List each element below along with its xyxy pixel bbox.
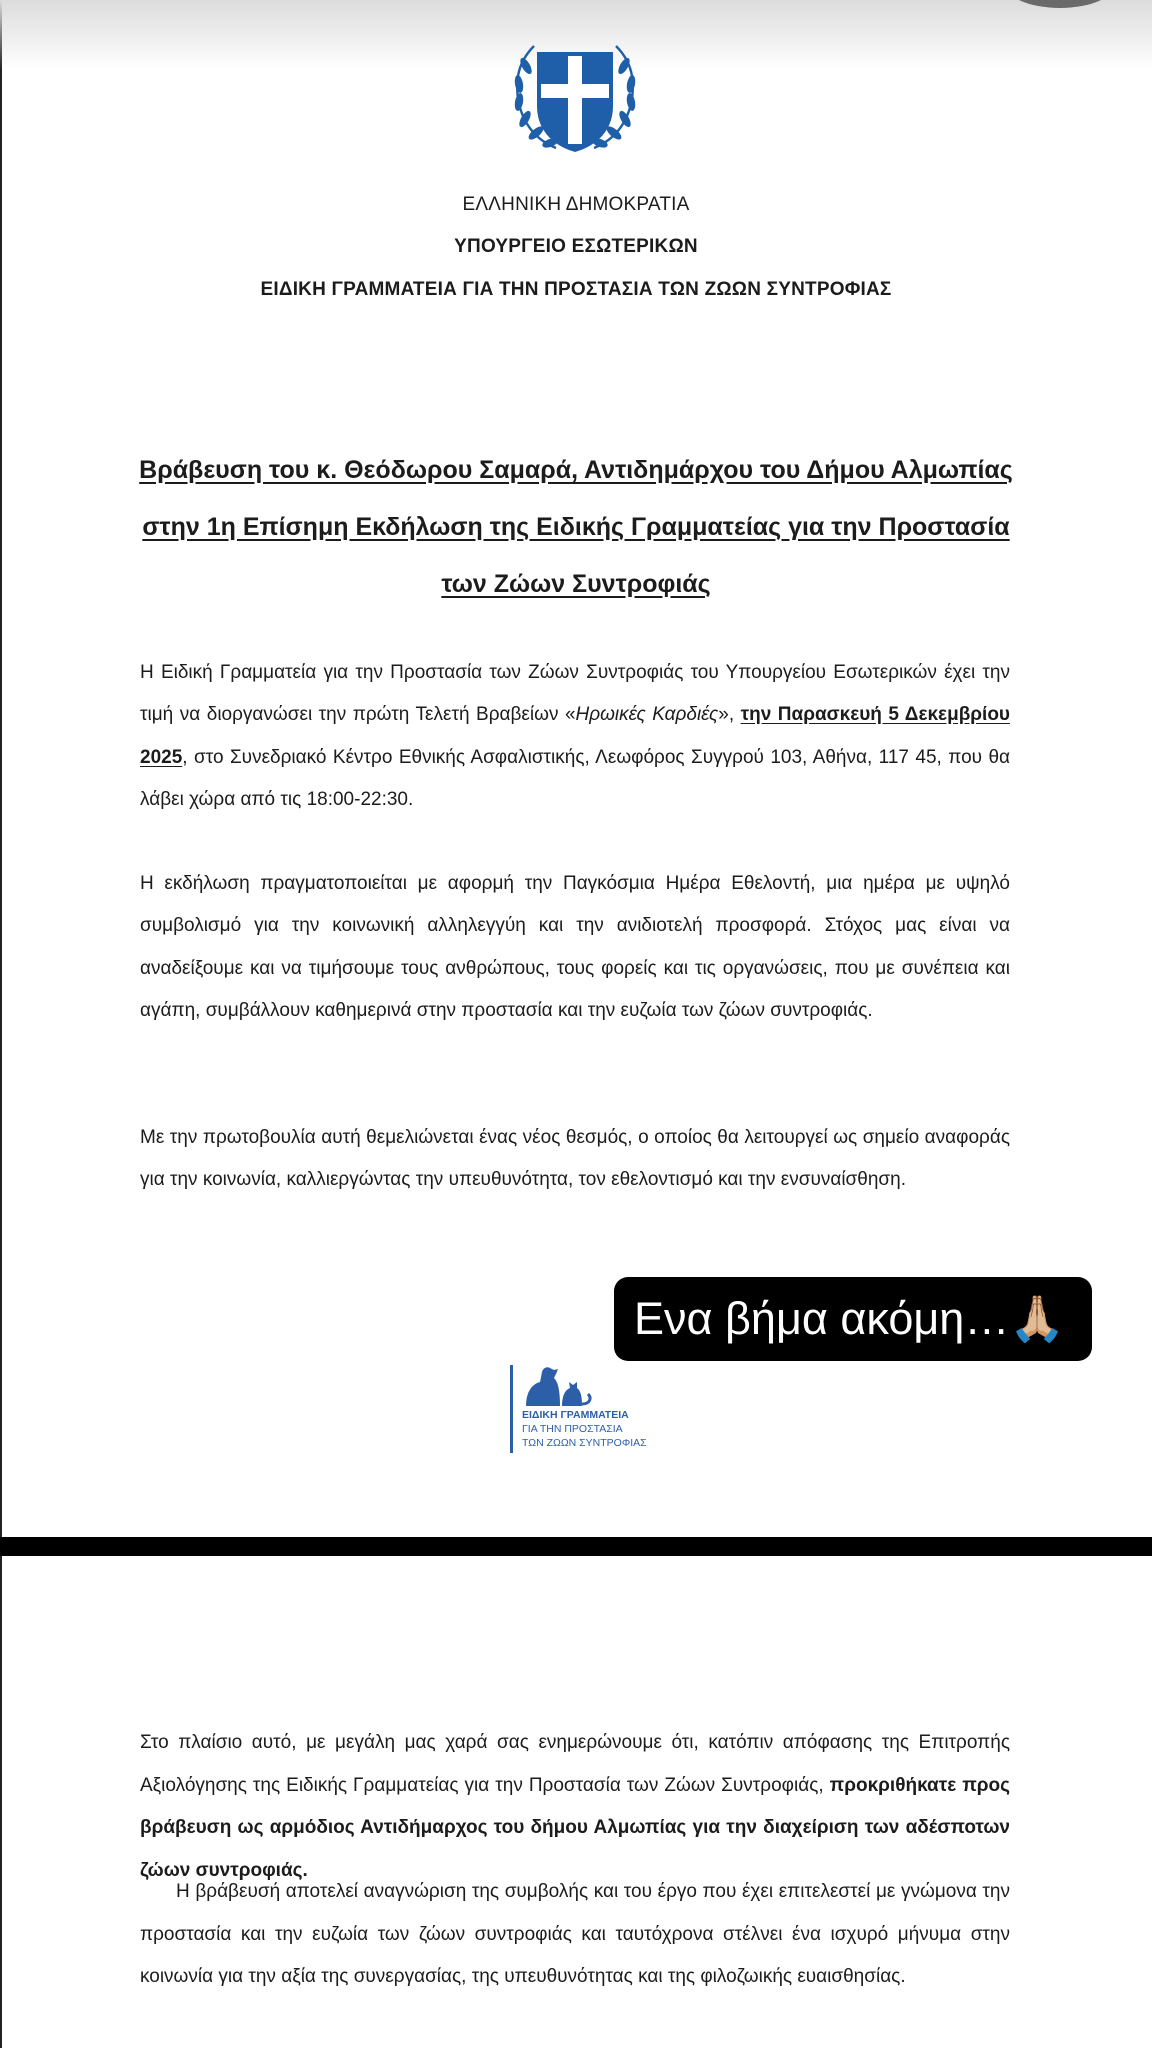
secretariat-logo [510, 1362, 670, 1458]
story-text-sticker: Ενα βήμα ακόμη…🙏🏼 [614, 1277, 1092, 1361]
paragraph-3: Με την πρωτοβουλία αυτή θεμελιώνεται ένας νέος θεσμός, ο οποίος θα λειτουργεί ως σημείο αναφοράς για την κοινωνία, καλλιεργώντας την υπευθυνότητα, τον εθελοντισμό και την ενσυναίσθηση. [140, 1127, 1010, 1191]
logo-line-1: ΕΙΔΙΚΗ ΓΡΑΜΜΑΤΕΙΑ [522, 1409, 629, 1421]
logo-line-2: ΓΙΑ ΤΗΝ ΠΡΟΣΤΑΣΙΑ [522, 1423, 623, 1435]
paragraph-1: Η Ειδική Γραμματεία για την Προστασία των Ζώων Συντροφιάς του Υπουργείου Εσωτερικών έχει την τιμή να διοργανώσει την πρώτη Τελετή Βραβείων «Ηρωικές Καρδιές», την Παρασκευή 5 Δεκεμβρίου 2025, στο Συνεδριακό Κέντρο Εθνικής Ασφαλιστικής, Λεωφόρος Συγγρού 103, Αθήνα, 117 45, που θα λάβει χώρα από τις 18:00-22:30. [140, 662, 1010, 810]
event-name: Ηρωικές Καρδιές [575, 704, 719, 726]
paragraph-4: Στο πλαίσιο αυτό, με μεγάλη μας χαρά σας ενημερώνουμε ότι, κατόπιν απόφασης της Επιτροπής Αξιολόγησης της Ειδικής Γραμματείας για την Προστασία των Ζώων Συντροφιάς, προκριθήκατε προς βράβευση ως αρμόδιος Αντιδήμαρχος του δήμου Αλμωπίας για την διαχείριση των αδέσποτων ζώων συντροφιάς. [140, 1732, 1011, 1881]
document-title: Βράβευση του κ. Θεόδωρου Σαμαρά, Αντιδημάρχου του Δήμου Αλμωπίας στην 1η Επίσημη Εκδήλωση της Ειδικής Γραμματείας για την Προστασία των Ζώων Συντροφιάς [139, 456, 1013, 598]
event-date: την Παρασκευή 5 Δεκεμβρίου 2025 [140, 704, 1010, 768]
greek-coat-of-arms-icon [504, 36, 646, 158]
award-statement: προκριθήκατε προς βράβευση ως αρμόδιος Αντιδήμαρχος του δήμου Αλμωπίας για την διαχείριση των αδέσποτων ζώων συντροφιάς. [140, 1774, 1011, 1881]
page-divider [0, 1537, 1152, 1556]
logo-line-3: ΤΩΝ ΖΩΩΝ ΣΥΝΤΡΟΦΙΑΣ [522, 1437, 647, 1449]
header-ministry: ΥΠΟΥΡΓΕΙΟ ΕΣΩΤΕΡΙΚΩΝ [454, 236, 698, 257]
header-republic: ΕΛΛΗΝΙΚΗ ΔΗΜΟΚΡΑΤΙΑ [462, 194, 690, 215]
dog-cat-logo-icon [520, 1362, 598, 1408]
paragraph-2: Η εκδήλωση πραγματοποιείται με αφορμή την Παγκόσμια Ημέρα Εθελοντή, μια ημέρα με υψηλό συμβολισμό για την κοινωνική αλληλεγγύη και την ανιδιοτελή προσφορά. Στόχος μας είναι να αναδείξουμε και να τιμήσουμε τους ανθρώπους, τους φορείς και τις οργανώσεις, που με συνέπεια και αγάπη, συμβάλλουν καθημερινά στην προστασία και την ευζωία των ζώων συντροφιάς. [140, 873, 1010, 1021]
paragraph-5: Η βράβευσή αποτελεί αναγνώριση της συμβολής και του έργο που έχει επιτελεστεί με γνώμονα την προστασία και την ευζωία των ζώων συντροφιάς και ταυτόχρονα στέλνει ένα ισχυρό μήνυμα στην κοινωνία για την αξία της συνεργασίας, της υπευθυνότητας και της φιλοζωικής ευαισθησίας. [140, 1881, 1010, 1987]
header-secretariat: ΕΙΔΙΚΗ ΓΡΑΜΜΑΤΕΙΑ ΓΙΑ ΤΗΝ ΠΡΟΣΤΑΣΙΑ ΤΩΝ ΖΩΩΝ ΣΥΝΤΡΟΦΙΑΣ [260, 279, 892, 300]
